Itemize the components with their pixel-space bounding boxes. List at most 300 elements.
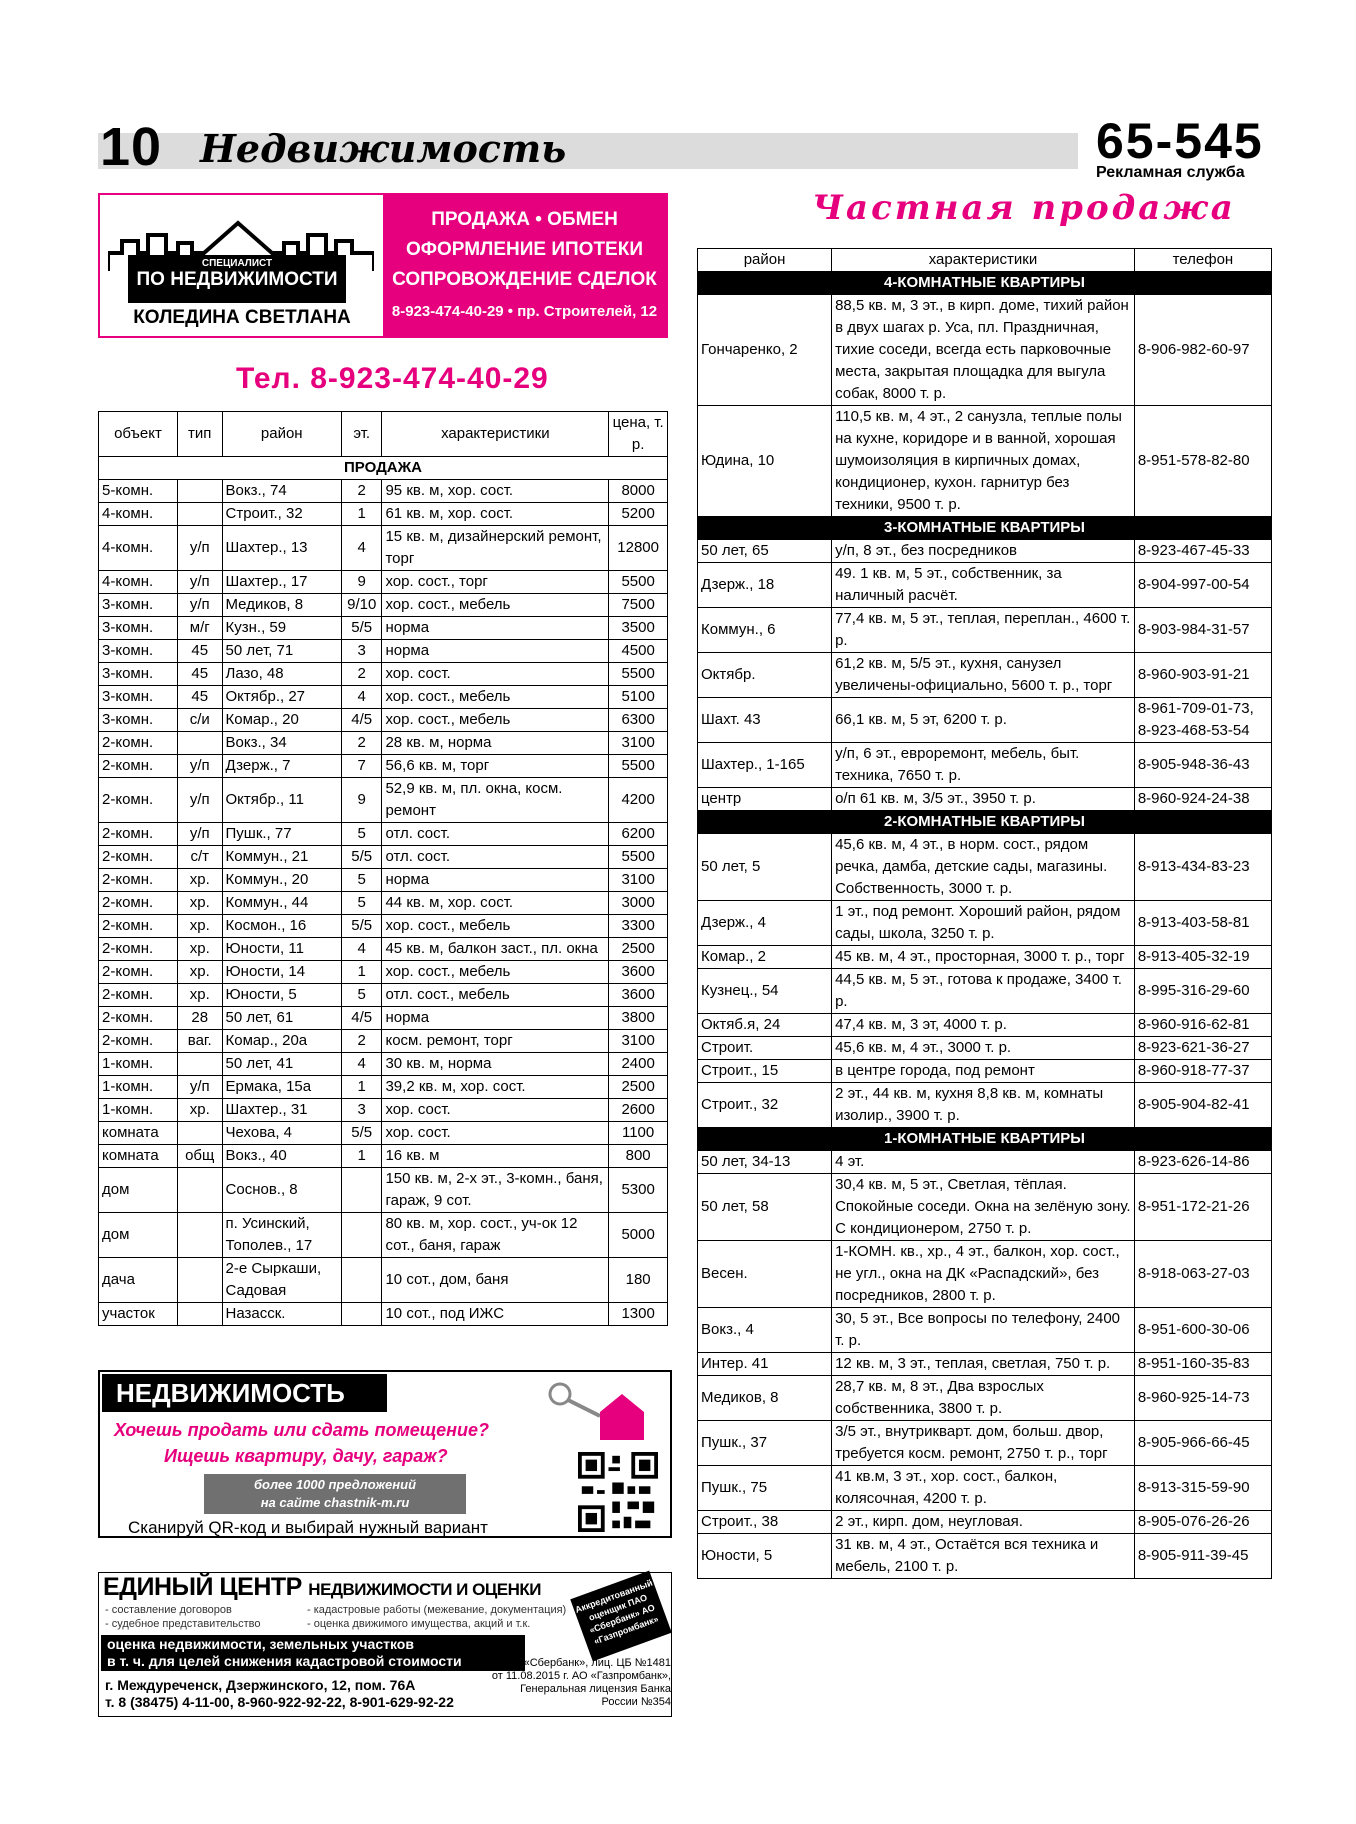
table-cell: 2-комн. (99, 1030, 178, 1053)
table-cell: 49. 1 кв. м, 5 эт., собственник, за наличный расчёт. (832, 563, 1135, 608)
table-cell: Шахтер., 1-165 (698, 743, 832, 788)
table-row (698, 1353, 1272, 1376)
table-cell: 39,2 кв. м, хор. сост. (382, 1076, 609, 1099)
table-cell: у/п (177, 1076, 222, 1099)
table-cell: у/п (177, 823, 222, 846)
table-cell: норма (382, 617, 609, 640)
table-cell: 1 (341, 1145, 381, 1168)
table-cell: 6300 (609, 709, 668, 732)
table-cell: 800 (609, 1145, 668, 1168)
table-cell: 50 лет, 5 (698, 834, 832, 901)
table-cell: 30 кв. м, норма (382, 1053, 609, 1076)
phone-cell: 8-913-315-59-90 (1134, 1466, 1271, 1511)
table-cell: 2-комн. (99, 823, 178, 846)
private-listings-table (697, 248, 1272, 1579)
table-cell: 1-комн. (99, 1099, 178, 1122)
table-cell: 5 (341, 869, 381, 892)
table-cell: 10 сот., дом, баня (382, 1258, 609, 1303)
column-header: характеристики (832, 249, 1135, 272)
table-cell: 30, 5 эт., Все вопросы по телефону, 2400 т. р. (832, 1308, 1135, 1353)
table-cell: Строит., 15 (698, 1060, 832, 1083)
table-cell: 4-комн. (99, 503, 178, 526)
phone-cell: 8-905-948-36-43 (1134, 743, 1271, 788)
table-row (698, 1037, 1272, 1060)
promo-scan-text: Сканируй QR-код и выбирай нужный вариант (128, 1518, 488, 1537)
table-cell: 45 (177, 663, 222, 686)
table-row (698, 1060, 1272, 1083)
table-cell: Коммун., 6 (698, 608, 832, 653)
table-row (99, 915, 668, 938)
table-cell: 16 кв. м (382, 1145, 609, 1168)
table-cell: м/г (177, 617, 222, 640)
table-cell: Кузнец., 54 (698, 969, 832, 1014)
table-cell: Вокз., 74 (222, 480, 341, 503)
table-cell: 7 (341, 755, 381, 778)
table-cell: у/п (177, 571, 222, 594)
table-cell: 4200 (609, 778, 668, 823)
phone-cell: 8-951-578-82-80 (1134, 406, 1271, 517)
table-cell: 2 (341, 480, 381, 503)
banner-line: в т. ч. для целей снижения кадастровой стоимости (107, 1653, 462, 1669)
section-title-cell: 2-КОМНАТНЫЕ КВАРТИРЫ (698, 811, 1272, 834)
service-line: ОФОРМЛЕНИЕ ИПОТЕКИ (406, 239, 643, 260)
table-cell: 5500 (609, 755, 668, 778)
list-item: - оценка движимого имущества, акций и т.к. (307, 1618, 531, 1630)
agent-phone: Тел. 8-923-474-40-29 (236, 362, 549, 395)
section-title: Недвижимость (200, 126, 567, 171)
section-row (698, 811, 1272, 834)
table-row (698, 1174, 1272, 1241)
table-cell: 4-комн. (99, 571, 178, 594)
table-cell: норма (382, 640, 609, 663)
table-cell: хр. (177, 915, 222, 938)
phone-cell: 8-905-966-66-45 (1134, 1421, 1271, 1466)
table-row (99, 1007, 668, 1030)
table-cell: Юности, 5 (698, 1534, 832, 1579)
table-cell: 4500 (609, 640, 668, 663)
table-cell: Комар., 20а (222, 1030, 341, 1053)
table-cell: 28 (177, 1007, 222, 1030)
table-cell: Кузн., 59 (222, 617, 341, 640)
table-cell: Октябр., 27 (222, 686, 341, 709)
phone-cell: 8-905-911-39-45 (1134, 1534, 1271, 1579)
table-cell: 1 (341, 1076, 381, 1099)
table-cell: 3-комн. (99, 640, 178, 663)
phone-cell: 8-951-172-21-26 (1134, 1174, 1271, 1241)
phone-cell: 8-960-925-14-73 (1134, 1376, 1271, 1421)
table-cell: у/п (177, 778, 222, 823)
table-cell: 3-комн. (99, 617, 178, 640)
table-row (99, 571, 668, 594)
table-row (99, 755, 668, 778)
phone-cell: 8-913-403-58-81 (1134, 901, 1271, 946)
center-title (103, 1573, 541, 1602)
table-cell: дом (99, 1213, 178, 1258)
table-cell: Комар., 2 (698, 946, 832, 969)
phone-cell: 8-906-982-60-97 (1134, 295, 1271, 406)
table-cell: Коммун., 21 (222, 846, 341, 869)
table-row (99, 1122, 668, 1145)
table-cell: 66,1 кв. м, 5 эт, 6200 т. р. (832, 698, 1135, 743)
table-row (99, 1076, 668, 1099)
table-cell: 4-комн. (99, 526, 178, 571)
promo-offers-line[interactable]: на сайте chastnik-m.ru (260, 1495, 410, 1510)
table-row (99, 663, 668, 686)
table-cell: 6200 (609, 823, 668, 846)
promo-ad (98, 1370, 672, 1538)
section-row (698, 272, 1272, 295)
table-cell: п. Усинский, Тополев., 17 (222, 1213, 341, 1258)
table-cell: 9 (341, 571, 381, 594)
table-cell: 3 (341, 1099, 381, 1122)
center-contacts (105, 1677, 454, 1711)
table-cell: хр. (177, 892, 222, 915)
promo-offers-line: более 1000 предложений (253, 1477, 417, 1492)
table-cell: 61 кв. м, хор. сост. (382, 503, 609, 526)
table-cell (177, 1053, 222, 1076)
promo-question: Хочешь продать или сдать помещение? (114, 1420, 490, 1440)
table-cell: Назасск. (222, 1303, 341, 1326)
table-cell: 45 кв. м, 4 эт., просторная, 3000 т. р., торг (832, 946, 1135, 969)
table-cell: 56,6 кв. м, торг (382, 755, 609, 778)
column-header: объект (99, 412, 178, 457)
table-cell: 3600 (609, 961, 668, 984)
table-row (99, 846, 668, 869)
table-cell (177, 1303, 222, 1326)
center-title-main: ЕДИНЫЙ ЦЕНТР (103, 1573, 302, 1601)
phone-cell: 8-905-904-82-41 (1134, 1083, 1271, 1128)
table-cell: 2-комн. (99, 984, 178, 1007)
table-row (99, 1213, 668, 1258)
agent-name: КОЛЕДИНА СВЕТЛАНА (133, 307, 351, 328)
table-cell: Октябр., 11 (222, 778, 341, 823)
table-cell: 5 (341, 892, 381, 915)
table-row (99, 1145, 668, 1168)
table-row (698, 563, 1272, 608)
table-row (99, 1258, 668, 1303)
table-row (99, 869, 668, 892)
phone-cell: 8-960-903-91-21 (1134, 653, 1271, 698)
house-keys-icon (530, 1376, 650, 1446)
table-cell: Пушк., 77 (222, 823, 341, 846)
table-row (99, 823, 668, 846)
column-header: телефон (1134, 249, 1271, 272)
table-cell: Шахт. 43 (698, 698, 832, 743)
table-cell: 5-комн. (99, 480, 178, 503)
agent-services (383, 195, 666, 336)
phone-cell: 8-923-467-45-33 (1134, 540, 1271, 563)
table-cell: 1-комн. (99, 1053, 178, 1076)
phone-cell: 8-995-316-29-60 (1134, 969, 1271, 1014)
table-row (698, 969, 1272, 1014)
table-cell (341, 1258, 381, 1303)
table-row (698, 834, 1272, 901)
table-cell: 3 (341, 640, 381, 663)
table-cell: у/п (177, 755, 222, 778)
table-cell: хр. (177, 984, 222, 1007)
phone-cell: 8-913-405-32-19 (1134, 946, 1271, 969)
table-row (698, 1376, 1272, 1421)
table-cell: 2500 (609, 1076, 668, 1099)
table-cell: хр. (177, 1099, 222, 1122)
table-cell: с/и (177, 709, 222, 732)
table-cell: хор. сост., мебель (382, 686, 609, 709)
table-cell: 9/10 (341, 594, 381, 617)
table-cell: 50 лет, 58 (698, 1174, 832, 1241)
table-cell: 45 кв. м, балкон заст., пл. окна (382, 938, 609, 961)
table-cell: 2-комн. (99, 915, 178, 938)
section-row (698, 1128, 1272, 1151)
table-cell: хор. сост., мебель (382, 709, 609, 732)
table-cell: хор. сост., мебель (382, 961, 609, 984)
table-cell: 3000 (609, 892, 668, 915)
table-cell: 3100 (609, 869, 668, 892)
qr-code-icon[interactable] (578, 1452, 658, 1532)
agent-contact: 8-923-474-40-29 • пр. Строителей, 12 (391, 303, 658, 320)
center-phones: т. 8 (38475) 4-11-00, 8-960-922-92-22, 8-901-629-92-22 (105, 1694, 454, 1710)
table-cell (177, 1122, 222, 1145)
table-row (698, 946, 1272, 969)
table-cell (177, 732, 222, 755)
table-row (99, 1303, 668, 1326)
table-row (698, 1466, 1272, 1511)
table-cell: Соснов., 8 (222, 1168, 341, 1213)
table-cell: Дзерж., 7 (222, 755, 341, 778)
section-title-cell: ПРОДАЖА (99, 457, 668, 480)
table-cell: 50 лет, 41 (222, 1053, 341, 1076)
table-cell: 5/5 (341, 846, 381, 869)
service-line: ПРОДАЖА • ОБМЕН (431, 209, 618, 230)
service-line: СОПРОВОЖДЕНИЕ СДЕЛОК (392, 269, 657, 290)
ad-service-caption: Рекламная служба (1096, 164, 1245, 181)
table-cell: 50 лет, 34-13 (698, 1151, 832, 1174)
phone-cell: 8-951-160-35-83 (1134, 1353, 1271, 1376)
phone-cell: 8-960-916-62-81 (1134, 1014, 1271, 1037)
agency-listings-table (98, 411, 668, 1326)
table-cell: 28 кв. м, норма (382, 732, 609, 755)
phone-cell: 8-923-621-36-27 (1134, 1037, 1271, 1060)
table-cell: 50 лет, 65 (698, 540, 832, 563)
table-row (99, 480, 668, 503)
table-cell: Строит., 32 (698, 1083, 832, 1128)
table-cell: Строит., 32 (222, 503, 341, 526)
banner-line: оценка недвижимости, земельных участков (107, 1636, 414, 1652)
table-cell: Чехова, 4 (222, 1122, 341, 1145)
table-cell: 3-комн. (99, 594, 178, 617)
accreditation-stamp: Аккредитованный оценщик ПАО «Сбербанк» АО «Газпромбанк» (570, 1571, 672, 1662)
table-cell: Октябр. (698, 653, 832, 698)
table-cell: 47,4 кв. м, 3 эт, 4000 т. р. (832, 1014, 1135, 1037)
table-cell: 4 (341, 686, 381, 709)
table-row (698, 608, 1272, 653)
table-cell: 12 кв. м, 3 эт., теплая, светлая, 750 т. р. (832, 1353, 1135, 1376)
promo-title: НЕДВИЖИМОСТЬ (102, 1374, 387, 1412)
table-cell: хр. (177, 869, 222, 892)
table-cell: Коммун., 44 (222, 892, 341, 915)
table-cell: ваг. (177, 1030, 222, 1053)
table-cell: 2-комн. (99, 1007, 178, 1030)
table-cell: 50 лет, 71 (222, 640, 341, 663)
section-title-cell: 3-КОМНАТНЫЕ КВАРТИРЫ (698, 517, 1272, 540)
ad-service-phone: 65-545 (1096, 113, 1264, 169)
table-cell: Комар., 20 (222, 709, 341, 732)
table-header-row (99, 412, 668, 457)
table-cell: 2-комн. (99, 778, 178, 823)
table-cell: Вокз., 40 (222, 1145, 341, 1168)
table-cell (177, 1168, 222, 1213)
section-row (99, 457, 668, 480)
page-number: 10 (100, 117, 163, 177)
table-cell: Гончаренко, 2 (698, 295, 832, 406)
table-cell: Пушк., 75 (698, 1466, 832, 1511)
table-cell: 150 кв. м, 2-х эт., 3-комн., баня, гараж, 9 сот. (382, 1168, 609, 1213)
table-cell: Юдина, 10 (698, 406, 832, 517)
table-cell: 9 (341, 778, 381, 823)
table-row (99, 732, 668, 755)
table-cell: 2-комн. (99, 892, 178, 915)
table-row (99, 1168, 668, 1213)
table-cell: Ермака, 15а (222, 1076, 341, 1099)
table-cell: 2400 (609, 1053, 668, 1076)
table-row (99, 686, 668, 709)
table-cell (177, 1258, 222, 1303)
table-cell: 45,6 кв. м, 4 эт., в норм. сост., рядом речка, дамба, детские сады, магазины. Собственность, 3000 т. р. (832, 834, 1135, 901)
specialist-label (128, 255, 346, 303)
table-cell: Весен. (698, 1241, 832, 1308)
table-cell: 52,9 кв. м, пл. окна, косм. ремонт (382, 778, 609, 823)
table-row (99, 778, 668, 823)
table-cell: хр. (177, 961, 222, 984)
table-cell: Шахтер., 17 (222, 571, 341, 594)
table-cell: 110,5 кв. м, 4 эт., 2 санузла, теплые полы на кухне, коридоре и в ванной, хорошая шумоизоляция в кирпичных домах, кондиционер, кухон. гарнитур без техники, 9500 т. р. (832, 406, 1135, 517)
table-cell: 1 эт., под ремонт. Хороший район, рядом сады, школа, 3250 т. р. (832, 901, 1135, 946)
table-cell: 12800 (609, 526, 668, 571)
table-cell (177, 1213, 222, 1258)
table-cell: норма (382, 1007, 609, 1030)
table-cell: 3300 (609, 915, 668, 938)
table-row (698, 653, 1272, 698)
table-cell: 180 (609, 1258, 668, 1303)
table-cell: 2 эт., 44 кв. м, кухня 8,8 кв. м, комнаты изолир., 3900 т. р. (832, 1083, 1135, 1128)
table-cell: хор. сост. (382, 1122, 609, 1145)
table-cell: 4/5 (341, 709, 381, 732)
table-cell: Строит., 38 (698, 1511, 832, 1534)
table-cell: Вокз., 4 (698, 1308, 832, 1353)
table-cell: у/п, 6 эт., евроремонт, мебель, быт. техника, 7650 т. р. (832, 743, 1135, 788)
table-cell: 1 (341, 961, 381, 984)
table-cell: 30,4 кв. м, 5 эт., Светлая, тёплая. Спокойные соседи. Окна на зелёную зону. С кондиционером, 2750 т. р. (832, 1174, 1135, 1241)
table-cell: 2-комн. (99, 961, 178, 984)
table-cell: 50 лет, 61 (222, 1007, 341, 1030)
phone-cell: 8-923-626-14-86 (1134, 1151, 1271, 1174)
table-cell: 5500 (609, 663, 668, 686)
table-cell: 45,6 кв. м, 4 эт., 3000 т. р. (832, 1037, 1135, 1060)
table-cell: 5 (341, 823, 381, 846)
table-cell: Октяб.я, 24 (698, 1014, 832, 1037)
table-cell: 44,5 кв. м, 5 эт., готова к продаже, 3400 т. р. (832, 969, 1135, 1014)
table-cell: 3100 (609, 1030, 668, 1053)
table-row (698, 1014, 1272, 1037)
table-cell: 2 эт., кирп. дом, неугловая. (832, 1511, 1135, 1534)
table-cell: участок (99, 1303, 178, 1326)
table-row (99, 640, 668, 663)
table-row (698, 1083, 1272, 1128)
table-row (99, 938, 668, 961)
table-cell: 31 кв. м, 4 эт., Остаётся вся техника и мебель, 2100 т. р. (832, 1534, 1135, 1579)
table-cell: 45 (177, 686, 222, 709)
table-cell: дом (99, 1168, 178, 1213)
table-row (698, 698, 1272, 743)
table-cell: 3-комн. (99, 709, 178, 732)
table-row (698, 1308, 1272, 1353)
center-valuation-banner (101, 1635, 525, 1671)
table-cell: 2600 (609, 1099, 668, 1122)
table-cell: 61,2 кв. м, 5/5 эт., кухня, санузел увеличены-официально, 5600 т. р., торг (832, 653, 1135, 698)
table-cell: 4 (341, 938, 381, 961)
table-cell: комната (99, 1122, 178, 1145)
promo-question: Ищешь квартиру, дачу, гараж? (164, 1446, 448, 1466)
table-cell: 2-е Сыркаши, Садовая (222, 1258, 341, 1303)
table-cell: 3600 (609, 984, 668, 1007)
table-cell: Дзерж., 4 (698, 901, 832, 946)
table-cell: хор. сост. (382, 663, 609, 686)
section-title-cell: 4-КОМНАТНЫЕ КВАРТИРЫ (698, 272, 1272, 295)
table-cell: у/п (177, 526, 222, 571)
phone-cell: 8-960-918-77-37 (1134, 1060, 1271, 1083)
table-cell: Юности, 11 (222, 938, 341, 961)
table-cell: Пушк., 37 (698, 1421, 832, 1466)
center-title-sub: НЕДВИЖИМОСТИ И ОЦЕНКИ (308, 1580, 541, 1599)
table-cell (341, 1303, 381, 1326)
specialist-small-text: СПЕЦИАЛИСТ (201, 258, 273, 269)
table-row (99, 984, 668, 1007)
table-cell: у/п, 8 эт., без посредников (832, 540, 1135, 563)
table-cell: 44 кв. м, хор. сост. (382, 892, 609, 915)
table-cell (341, 1168, 381, 1213)
table-row (698, 406, 1272, 517)
table-cell: 5200 (609, 503, 668, 526)
table-cell: Медиков, 8 (698, 1376, 832, 1421)
table-cell: норма (382, 869, 609, 892)
table-cell: дача (99, 1258, 178, 1303)
table-cell: 10 сот., под ИЖС (382, 1303, 609, 1326)
table-row (99, 1099, 668, 1122)
agent-ad-logo (100, 195, 383, 336)
private-sale-title: Частная продажа (812, 188, 1236, 228)
specialist-big-text: ПО НЕДВИЖИМОСТИ (136, 269, 338, 290)
column-header: эт. (341, 412, 381, 457)
list-item: - судебное представительство (105, 1618, 261, 1630)
table-cell: Шахтер., 13 (222, 526, 341, 571)
table-row (698, 1151, 1272, 1174)
table-cell: 8000 (609, 480, 668, 503)
table-cell: хор. сост., мебель (382, 915, 609, 938)
table-row (698, 788, 1272, 811)
phone-cell: 8-904-997-00-54 (1134, 563, 1271, 608)
table-cell: 5300 (609, 1168, 668, 1213)
table-row (698, 1534, 1272, 1579)
table-cell (177, 503, 222, 526)
table-cell: 95 кв. м, хор. сост. (382, 480, 609, 503)
table-cell: 41 кв.м, 3 эт., хор. сост., балкон, колясочная, 4200 т. р. (832, 1466, 1135, 1511)
phone-cell: 8-918-063-27-03 (1134, 1241, 1271, 1308)
table-cell: 3500 (609, 617, 668, 640)
column-header: район (222, 412, 341, 457)
table-row (99, 503, 668, 526)
table-cell: 1-КОМН. кв., хр., 4 эт., балкон, хор. сост., не угл., окна на ДК «Распадский», без посредников, 2800 т. р. (832, 1241, 1135, 1308)
table-cell: Юности, 14 (222, 961, 341, 984)
center-services-list (307, 1603, 566, 1631)
